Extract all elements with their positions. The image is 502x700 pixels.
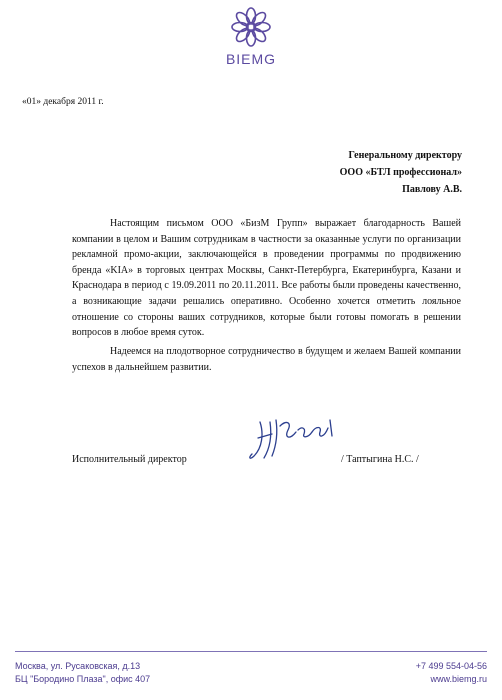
body-paragraph-2: Надеемся на плодотворное сотрудничество в будущем и желаем Вашей компании успехов в дальнейшем развитии. [72, 346, 461, 373]
footer-contacts [416, 660, 487, 685]
letter-date: «01» декабря 2011 г. [22, 97, 104, 107]
footer-phone: +7 499 554-04-56 [415, 661, 487, 671]
company-logo [210, 6, 292, 67]
footer-address [15, 660, 150, 685]
signatory-name: / Таптыгина Н.С. / [341, 454, 419, 465]
footer-divider [15, 651, 487, 652]
addressee-position: Генеральному директору [348, 150, 462, 161]
body-paragraph-1: Настоящим письмом ООО «БизМ Групп» выражает благодарность Вашей компании в целом и Вашим сотрудникам в частности за оказанные услуги по организации рекламной промо-акции, заключающейся в проведении программы по продвижению бренда «KIA» в торговых центрах Москвы, Санкт-Петербурга, Екатеринбурга, Казани и Краснодара в период с 19.09.2011 по 20.11.2011. Все работы были проведены качественно, а возникающие задачи решались оперативно. Особенно хочется отметить лояльное отношение со стороны ваших сотрудников, которые были готовы помогать в решении вопросов в любое время суток. [72, 218, 461, 339]
logo-text: BIEMG [225, 51, 277, 67]
footer-website: www.biemg.ru [430, 673, 487, 684]
footer-address-line-1: Москва, ул. Русаковская, д.13 [15, 661, 141, 671]
addressee-block [340, 147, 462, 198]
signatory-title: Исполнительный директор [72, 454, 187, 465]
addressee-name: Павлову А.В. [402, 184, 462, 195]
addressee-company: ООО «БТЛ профессионал» [339, 167, 462, 178]
handwritten-signature [246, 414, 346, 466]
biemg-flower-logo-icon [230, 6, 272, 48]
footer-address-line-2: БЦ "Бородино Плаза", офис 407 [15, 673, 151, 684]
